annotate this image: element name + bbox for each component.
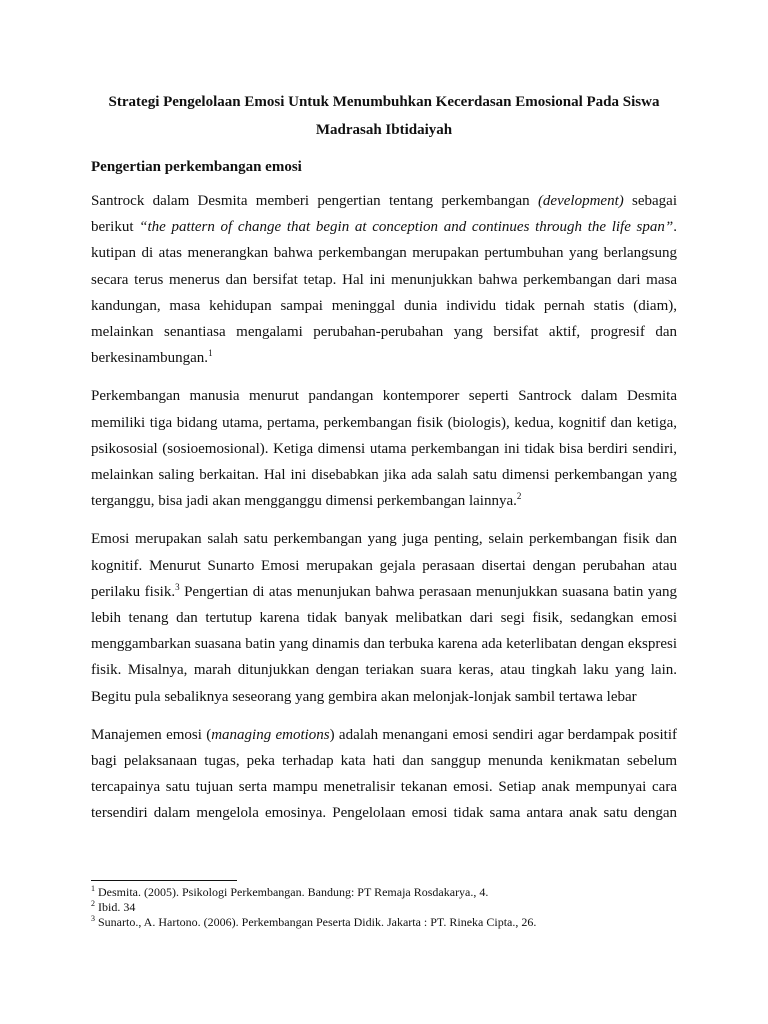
p3-text-b: Pengertian di atas menunjukan bahwa perasaan menunjukkan suasana batin yang lebih tenang dan tertutup karena tidak banyak melibatkan dari segi fisik, sedangkan emosi menggambarkan suasana batin yang dinamis dan terbuka karena ada keterlibatan dengan ekspresi fisik. Misalnya, marah ditunjukkan dengan teriakan suara keras, atau tingkah laku yang lain. Begitu pula sebaliknya seseorang yang gembira akan melonjak-lonjak sambil tertawa lebar: [91, 583, 677, 705]
footnote-number-3: 3: [91, 914, 95, 923]
paragraph-2: [91, 383, 677, 514]
p1-text-e: . kutipan di atas menerangkan bahwa perkembangan merupakan pertumbuhan yang berlangsung secara terus menerus dan bersifat tetap. Hal ini menunjukkan bahwa perkembangan dari masa kandungan, masa kehidupan sampai meninggal dunia individu tidak pernah statis (diam), melainkan senantiasa mengalami perubahan-perubahan yang bersifat aktif, progresif dan berkesinambungan.: [91, 219, 677, 367]
p3-text-a: Emosi merupakan salah satu perkembangan yang juga penting, selain perkembangan fisik dan kognitif. Menurut Sunarto Emosi merupakan gejala perasaan disertai dengan perubahan atau perilaku fisik.: [91, 531, 677, 600]
footnote-3: [91, 915, 677, 930]
p1-text-c: sebagai berikut: [91, 193, 677, 236]
title-line-1: Strategi Pengelolaan Emosi Untuk Menumbuhkan Kecerdasan Emosional Pada Siswa: [108, 94, 660, 110]
footnote-separator: [91, 880, 237, 881]
paragraph-1: [91, 188, 677, 371]
footnote-ref-1: 1: [208, 348, 213, 359]
p4-text-c: ) adalah menangani emosi sendiri agar berdampak positif bagi pelaksanaan tugas, peka terhadap kata hati dan sanggup menunda kenikmatan sebelum tercapainya satu tujuan serta mampu menetralisir tekanan emosi. Setiap anak mempunyai cara tersendiri dalam mengelola emosinya. Pengelolaan emosi tidak sama antara anak satu dengan: [91, 726, 677, 822]
p1-text-a: Santrock dalam Desmita memberi pengertian tentang perkembangan: [91, 193, 538, 209]
footnote-1: [91, 885, 677, 900]
section-heading: Pengertian perkembangan emosi: [91, 159, 302, 175]
footnote-text-3: Sunarto., A. Hartono. (2006). Perkembangan Peserta Didik. Jakarta : PT. Rineka Cipta., 26.: [95, 915, 537, 929]
footnote-number-2: 2: [91, 899, 95, 908]
footnotes-section: [91, 880, 677, 930]
p1-quote: “the pattern of change that begin at conception and continues through the life span”: [139, 219, 674, 236]
title-line-2: Madrasah Ibtidaiyah: [315, 122, 453, 138]
footnote-ref-3: 3: [175, 581, 180, 592]
p1-italic-development: (development): [537, 193, 624, 209]
footnote-number-1: 1: [91, 884, 95, 893]
paragraph-4: [91, 722, 677, 827]
p4-text-a: Manajemen emosi (: [91, 726, 212, 743]
p4-italic-managing-emotions: managing emotions: [211, 726, 330, 743]
p2-text: Perkembangan manusia menurut pandangan kontemporer seperti Santrock dalam Desmita memiliki tiga bidang utama, pertama, perkembangan fisik (biologis), kedua, kognitif dan ketiga, psikososial (sosioemosional). Ketiga dimensi utama perkembangan ini tidak bisa berdiri sendiri, melainkan saling berkaitan. Hal ini disebabkan jika ada salah satu dimensi perkembangan yang terganggu, bisa jadi akan mengganggu dimensi perkembangan lainnya.: [91, 388, 677, 510]
paragraph-3: [91, 526, 677, 709]
document-page: [91, 88, 677, 839]
document-title: [91, 88, 677, 144]
footnote-2: [91, 900, 677, 915]
footnote-text-1: Desmita. (2005). Psikologi Perkembangan. Bandung: PT Remaja Rosdakarya., 4.: [95, 885, 489, 899]
footnote-text-2: Ibid. 34: [95, 900, 136, 914]
footnote-ref-2: 2: [516, 491, 522, 502]
